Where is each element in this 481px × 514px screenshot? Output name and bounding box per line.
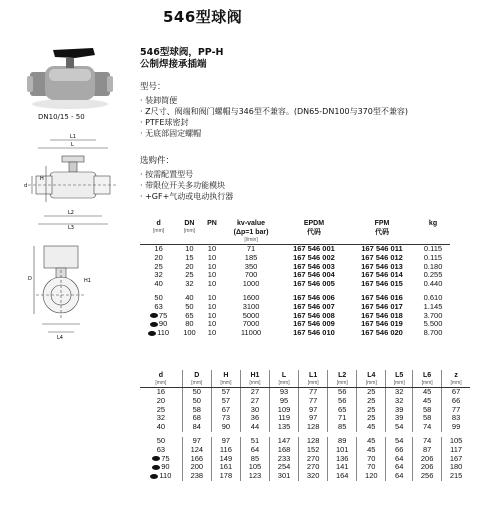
cell-kg: 0.180 (423, 261, 443, 271)
cell-l4: 25 (357, 414, 386, 423)
cell-l1: 270 (299, 455, 328, 464)
col-header-h1: H1 [mm] (240, 370, 269, 388)
col-header-l2: L2 [mm] (328, 370, 357, 388)
cell-l4: 25 (357, 397, 386, 406)
cell-d: 16 (154, 244, 163, 253)
col-header-l6: L6 [mm] (413, 370, 442, 388)
end-label-h1: H1 (84, 278, 91, 284)
cell-d: 238 (182, 472, 211, 481)
cell-d: 40 (156, 422, 166, 432)
cell-pn: 10 (207, 328, 217, 338)
cell-kg: 0.255 (423, 270, 443, 280)
cell-z: 180 (442, 463, 470, 472)
cell-h1: 44 (240, 423, 269, 432)
cell-l6: 74 (413, 423, 442, 432)
cell-l2: 65 (328, 406, 357, 415)
table-header-row (140, 218, 450, 245)
cell-epdm: 167 546 010 (293, 328, 335, 338)
cell-pn: 10 (207, 252, 217, 262)
cell-l1: 128 (299, 437, 328, 446)
cell-d: 25 (154, 261, 163, 271)
cell-l: 147 (270, 437, 299, 446)
cell-l4: 45 (357, 446, 386, 455)
table-row (140, 397, 470, 406)
cell-kg: 0.440 (423, 279, 443, 289)
cell-d: 25 (156, 404, 166, 414)
cell-kv: 700 (244, 270, 258, 280)
cell-l: 95 (270, 397, 299, 406)
cell-dn: 10 (185, 244, 194, 253)
col-header-z: z [mm] (442, 370, 470, 388)
cell-l6: 74 (413, 437, 442, 446)
cell-l5: 54 (386, 437, 413, 446)
cell-l6: 206 (413, 463, 442, 472)
cell-epdm: 167 546 001 (293, 244, 335, 253)
col-header-l5: L5 [mm] (386, 370, 413, 388)
cell-kg: 0.115 (423, 252, 443, 262)
cell-epdm: 167 546 002 (293, 252, 335, 262)
drawing-label-l1: L1 (70, 134, 76, 140)
cell-l4: 25 (357, 388, 386, 397)
cell-h1: 27 (240, 388, 269, 397)
cell-l1: 270 (299, 463, 328, 472)
col-header-l: L [mm] (270, 370, 299, 388)
col-header-h: H [mm] (211, 370, 240, 388)
cell-l2: 101 (328, 446, 357, 455)
cell-h1: 30 (240, 406, 269, 415)
cell-d: 68 (182, 414, 211, 423)
cell-kv: 1000 (242, 279, 260, 289)
cell-epdm: 167 546 003 (293, 261, 335, 271)
cell-pn: 10 (207, 292, 217, 302)
cell-h: 73 (211, 414, 240, 423)
cell-fpm: 167 546 012 (361, 252, 403, 262)
cell-d: 90 (140, 320, 177, 329)
cell-z: 99 (442, 423, 470, 432)
cell-d: 84 (182, 423, 211, 432)
cell-d: 50 (154, 292, 163, 302)
col-header-kg: kg (416, 218, 450, 245)
cell-l5: 39 (386, 414, 413, 423)
size-marker-icon (152, 456, 160, 461)
col-header-l1: L1 [mm] (299, 370, 328, 388)
col-header-l4: L4 [mm] (357, 370, 386, 388)
cell-kg: 1.145 (423, 301, 443, 311)
cell-h: 90 (211, 423, 240, 432)
cell-epdm: 167 546 004 (293, 270, 335, 280)
cell-l5: 64 (386, 455, 413, 464)
cell-z: 77 (442, 406, 470, 415)
cell-h: 178 (211, 472, 240, 481)
cell-l2: 56 (328, 397, 357, 406)
cell-l1: 97 (299, 414, 328, 423)
cell-l1: 320 (299, 472, 328, 481)
cell-d: 75 (140, 455, 182, 464)
cell-d: 50 (156, 435, 166, 445)
cell-h1: 36 (240, 414, 269, 423)
cell-h1: 64 (240, 446, 269, 455)
cell-dn: 25 (185, 270, 194, 280)
cell-l: 254 (270, 463, 299, 472)
options-item: · 带限位开关多功能模块 (140, 180, 440, 191)
cell-dn: 20 (185, 261, 194, 271)
cell-d: 20 (156, 395, 166, 405)
cell-l: 93 (270, 388, 299, 397)
cell-fpm: 167 546 014 (361, 270, 403, 280)
cell-d: 16 (156, 387, 166, 396)
cell-l2: 56 (328, 388, 357, 397)
cell-kg: 8.700 (423, 328, 443, 338)
cell-l1: 97 (299, 406, 328, 415)
cell-l4: 70 (357, 455, 386, 464)
cell-l2: 89 (328, 437, 357, 446)
end-label-dd: D (28, 276, 32, 282)
cell-dn: 65 (185, 310, 194, 320)
cell-kv: 185 (244, 252, 258, 262)
cell-l4: 120 (357, 472, 386, 481)
table-row (140, 472, 470, 481)
end-label-l4: L4 (57, 335, 63, 340)
product-subtitle (140, 47, 223, 71)
cell-h: 57 (211, 388, 240, 397)
cell-d: 32 (154, 270, 163, 280)
cell-l4: 45 (357, 437, 386, 446)
cell-l6: 206 (413, 455, 442, 464)
cell-l5: 64 (386, 472, 413, 481)
cell-kv: 1600 (242, 292, 260, 302)
cell-d: 200 (182, 463, 211, 472)
table-row (140, 329, 450, 338)
subtitle-line-1: 546型球阀，PP-H (140, 47, 224, 58)
cell-l6: 58 (413, 406, 442, 415)
cell-d: 110 (140, 472, 182, 481)
cell-l6: 45 (413, 388, 442, 397)
image-caption: DN10/15 - 50 (38, 113, 85, 121)
cell-l6: 58 (413, 414, 442, 423)
cell-kv: 71 (246, 244, 256, 253)
cell-l4: 70 (357, 463, 386, 472)
options-section (140, 156, 440, 202)
cell-epdm: 167 546 007 (293, 301, 335, 311)
cell-pn: 10 (207, 270, 217, 280)
cell-epdm: 167 546 005 (293, 279, 335, 289)
table-row (140, 406, 470, 415)
cell-dn: 50 (185, 301, 194, 311)
model-item: · PTFE球密封 (140, 117, 475, 128)
model-item: · Z尺寸、阀端和阀门螺帽与346型不兼容。(DN65-DN100与370型不兼容) (140, 106, 475, 117)
cell-l5: 64 (386, 463, 413, 472)
cell-kv: 350 (244, 261, 258, 271)
size-marker-icon (152, 465, 160, 470)
model-section (140, 82, 475, 139)
cell-l6: 45 (413, 397, 442, 406)
cell-dn: 100 (183, 328, 196, 338)
cell-z: 66 (442, 397, 470, 406)
cell-d: 50 (182, 388, 211, 397)
model-heading: 型号： (140, 82, 166, 92)
cell-h1: 105 (240, 463, 269, 472)
cell-d: 50 (182, 397, 211, 406)
cell-l: 301 (270, 472, 299, 481)
cell-h: 57 (211, 397, 240, 406)
drawing-label-h: H (40, 176, 44, 182)
cell-h1: 85 (240, 455, 269, 464)
cell-dn: 80 (185, 319, 194, 329)
cell-z: 83 (442, 414, 470, 423)
cell-epdm: 167 546 009 (293, 319, 335, 329)
drawing-label-l3: L3 (68, 225, 74, 230)
size-marker-icon (150, 322, 158, 327)
cell-d: 20 (154, 252, 163, 262)
cell-d: 90 (140, 463, 182, 472)
cell-kv: 3100 (242, 301, 260, 311)
product-codes-table (140, 218, 450, 338)
dimensions-table (140, 370, 470, 481)
cell-kv: 5000 (242, 310, 260, 320)
cell-l1: 77 (299, 397, 328, 406)
cell-kg: 3.700 (423, 310, 443, 320)
drawing-label-l2: L2 (68, 210, 74, 216)
cell-fpm: 167 546 015 (361, 279, 403, 289)
cell-l5: 66 (386, 446, 413, 455)
subtitle-line-2: 公制焊接承插端 (140, 59, 207, 70)
cell-h: 161 (211, 463, 240, 472)
cell-z: 215 (442, 472, 470, 481)
col-header-fpm: FPM 代码 (348, 218, 416, 245)
cell-fpm: 167 546 019 (361, 319, 403, 329)
cell-kv: 7000 (242, 319, 260, 329)
cell-l2: 141 (328, 463, 357, 472)
cell-l5: 54 (386, 423, 413, 432)
cell-d: 63 (154, 301, 163, 311)
cell-pn: 10 (207, 319, 217, 329)
col-header-pn: PN (202, 218, 222, 245)
cell-l2: 71 (328, 414, 357, 423)
cell-d: 166 (182, 455, 211, 464)
cell-l1: 77 (299, 388, 328, 397)
cell-d: 124 (182, 446, 211, 455)
cell-l2: 164 (328, 472, 357, 481)
page-title: 546型球阀 (163, 8, 243, 26)
valve-photo (25, 40, 115, 112)
cell-d: 97 (182, 437, 211, 446)
table-row (140, 280, 450, 289)
cell-pn: 10 (207, 310, 217, 320)
cell-l: 109 (270, 406, 299, 415)
cell-dn: 15 (185, 252, 194, 262)
cell-d: 63 (156, 444, 166, 454)
cell-fpm: 167 546 011 (361, 244, 403, 253)
col-header-epdm: EPDM 代码 (280, 218, 348, 245)
cell-fpm: 167 546 016 (361, 292, 403, 302)
cell-pn: 10 (207, 261, 217, 271)
cell-pn: 10 (207, 279, 217, 289)
options-item: · 按需配置型号 (140, 169, 440, 180)
cell-epdm: 167 546 006 (293, 292, 335, 302)
cell-h1: 27 (240, 397, 269, 406)
table-header-row (140, 370, 470, 388)
cell-l1: 152 (299, 446, 328, 455)
size-marker-icon (148, 331, 156, 336)
table-row (140, 423, 470, 432)
cell-l5: 32 (386, 388, 413, 397)
table-row (140, 414, 470, 423)
cell-l2: 85 (328, 423, 357, 432)
cell-fpm: 167 546 013 (361, 261, 403, 271)
options-heading: 选购件： (140, 156, 175, 166)
cell-fpm: 167 546 017 (361, 301, 403, 311)
cell-dn: 40 (185, 292, 194, 302)
cell-kg: 0.610 (423, 292, 443, 302)
cell-l4: 25 (357, 406, 386, 415)
cell-z: 117 (442, 446, 470, 455)
cell-d: 58 (182, 406, 211, 415)
cell-kg: 5.500 (423, 319, 443, 329)
size-marker-icon (150, 313, 158, 318)
cell-h: 149 (211, 455, 240, 464)
col-header-d: d [mm] (140, 370, 182, 388)
cell-l4: 45 (357, 423, 386, 432)
col-header-kv: kv-value (Δp=1 bar) [l/min] (222, 218, 280, 245)
cell-l2: 136 (328, 455, 357, 464)
size-marker-icon (150, 474, 158, 479)
cell-l: 233 (270, 455, 299, 464)
cell-h: 97 (211, 437, 240, 446)
cell-epdm: 167 546 008 (293, 310, 335, 320)
cell-h: 67 (211, 406, 240, 415)
end-view-drawing (28, 240, 98, 340)
cell-d: 40 (154, 279, 163, 289)
cell-kv: 11000 (240, 328, 262, 338)
cell-z: 167 (442, 455, 470, 464)
cell-kg: 0.115 (423, 244, 443, 253)
cell-dn: 32 (185, 279, 194, 289)
cell-l6: 256 (413, 472, 442, 481)
options-item: · +GF+气动或电动执行器 (140, 191, 440, 202)
cell-z: 105 (442, 437, 470, 446)
cell-l: 119 (270, 414, 299, 423)
cell-l5: 32 (386, 397, 413, 406)
cell-h: 116 (211, 446, 240, 455)
cell-l1: 128 (299, 423, 328, 432)
model-item: · 装卸简便 (140, 95, 475, 106)
cell-d: 75 (140, 312, 177, 321)
cell-l: 135 (270, 423, 299, 432)
table-row (140, 388, 470, 397)
cell-pn: 10 (207, 301, 217, 311)
cell-h1: 123 (240, 472, 269, 481)
table-row (140, 437, 470, 446)
cell-z: 67 (442, 388, 470, 397)
model-item: · 无底部固定螺帽 (140, 128, 475, 139)
col-header-d: D [mm] (182, 370, 211, 388)
side-view-drawing (22, 130, 122, 230)
cell-l: 168 (270, 446, 299, 455)
cell-fpm: 167 546 018 (361, 310, 403, 320)
drawing-label-d: d (24, 183, 28, 189)
cell-d: 110 (140, 329, 177, 338)
cell-l5: 39 (386, 406, 413, 415)
cell-d: 32 (156, 413, 166, 423)
drawing-label-l: L (71, 142, 74, 148)
col-header-d: d [mm] (140, 218, 177, 245)
cell-pn: 10 (207, 244, 217, 253)
cell-l6: 87 (413, 446, 442, 455)
cell-fpm: 167 546 020 (361, 328, 403, 338)
col-header-dn: DN [mm] (177, 218, 202, 245)
cell-h1: 51 (240, 437, 269, 446)
